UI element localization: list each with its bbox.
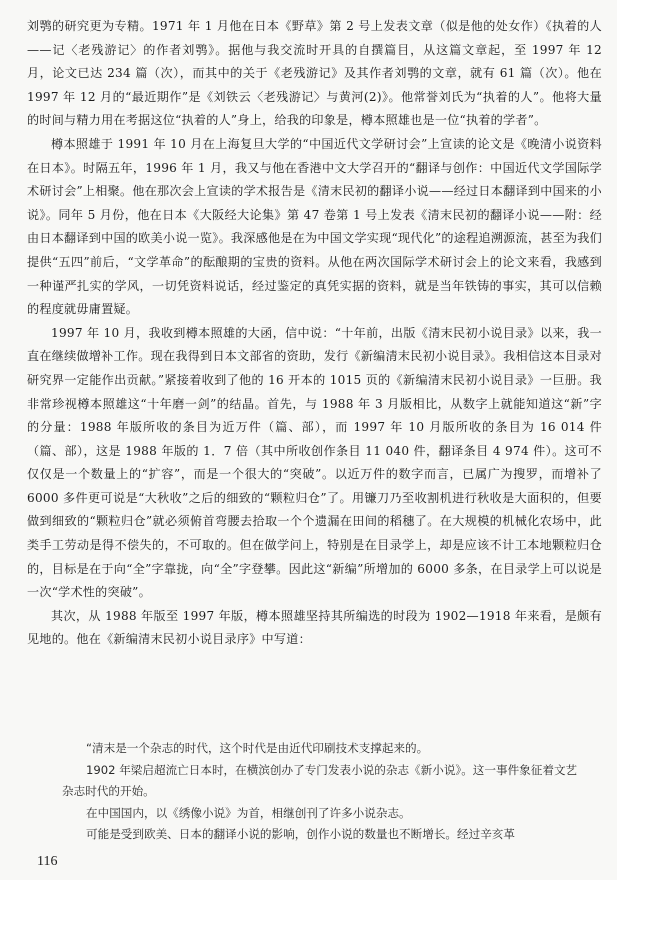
quote-line-4: 可能是受到欧美、日本的翻译小说的影响，创作小说的数量也不断增长。经过辛亥革 xyxy=(86,827,515,841)
page-margin xyxy=(617,0,661,880)
quote-line-1: “清末是一个杂志的时代，这个时代是由近代印刷技术支撑起来的。 xyxy=(86,741,429,755)
quote-line-2: 1902 年梁启超流亡日本时，在横滨创办了专门发表小说的杂志《新小说》。这一事件象征着文艺杂志时代的开始。 xyxy=(62,762,578,798)
paragraph-1: 刘鹗的研究更为专精。1971 年 1 月他在日本《野草》第 2 号上发表文章（似是他的处女作）《执着的人——记〈老残游记〉的作者刘鹗》。据他与我交流时开具的自撰篇目，从这篇文章起，至 1997 年 12 月，论文已达 234 篇（次），而其中的关于《老残游记》及其作者刘鹗的文章，就有 61 篇（次）。他在 1997 年 12 月的“最近期作”是《刘铁云〈老残游记〉与黄河(2)》。他常誉刘氏为“执着的人”。他将大量的时间与精力用在考据这位“执着的人”身上，给我的印象是，樽本照雄也是一位“执着的学者”。 xyxy=(27,19,602,128)
body-text xyxy=(27,15,602,652)
paragraph-4: 其次，从 1988 年版至 1997 年版，樽本照雄坚持其所编选的时段为 1902—1918 年来看，是颇有见地的。他在《新编清末民初小说目录序》中写道： xyxy=(27,608,602,647)
quote-line-3: 在中国国内，以《绣像小说》为首，相继创刊了许多小说杂志。 xyxy=(86,805,411,820)
paragraph-2: 樽本照雄于 1991 年 10 月在上海复旦大学的“中国近代文学研讨会”上宣读的论文是《晚清小说资料在日本》。时隔五年，1996 年 1 月，我又与他在香港中文大学召开的“翻译与创作：中国近代文学国际学术研讨会”上相聚。他在那次会上宣读的学术报告是《清末民初的翻译小说——经过日本翻译到中国来的小说》。同年 5 月份，他在日本《大阪经大论集》第 47 卷第 1 号上发表《清末民初的翻译小说——附：经由日本翻译到中国的欧美小说一览》。我深感他是在为中国文学实现“现代化”的途程追溯源流，甚至为我们提供“五四”前后，“文学革命”的酝酿期的宝贵的资料。从他在两次国际学术研讨会上的论文来看，我感到一种谨严扎实的学风，一切凭资料说话，经过鉴定的真凭实据的资料，就是当年铁铸的事实，其可以信赖的程度就毋庸置疑。 xyxy=(27,136,602,317)
page-number: 116 xyxy=(37,854,58,869)
paragraph-3: 1997 年 10 月，我收到樽本照雄的大函，信中说：“十年前，出版《清末民初小说目录》以来，我一直在继续做增补工作。现在我得到日本文部省的资助，发行《新编清末民初小说目录》。我相信这本目录对研究界一定能作出贡献。”紧接着收到了他的 16 开本的 1015 页的《新编清末民初小说目录》一巨册。我非常珍视樽本照雄这“十年磨一剑”的结晶。首先，与 1988 年 3 月版相比，从数字上就能知道这“新”字的分量：1988 年版所收的条目为近万件（篇、部），而 1997 年 10 月版所收的条目为 16 014 件（篇、部），这是 1988 年版的 1．7 倍（其中所收创作条目 11 040 件，翻译条目 4 974 件）。这可不仅仅是一个数量上的“扩容”，而是一个很大的“突破”。以近万件的数字而言，已属广为搜罗，而增补了 6000 多件更可说是“大秋收”之后的细致的“颗粒归仓”了。用镰刀乃至收割机进行秋收是大面积的，但要做到细致的“颗粒归仓”就必须俯首弯腰去拾取一个个遗漏在田间的稻穗了。在大规模的机械化农场中，此类手工劳动是得不偿失的，不可取的。但在做学问上，特别是在目录学上，却是应该不计工本地颗粒归仓的，目标是在于向“全”字靠拢，向“全”字登攀。因此这“新编”所增加的 6000 多条，在目录学上可以说是一次“学术性的突破”。 xyxy=(27,325,602,600)
block-quote xyxy=(62,738,582,846)
